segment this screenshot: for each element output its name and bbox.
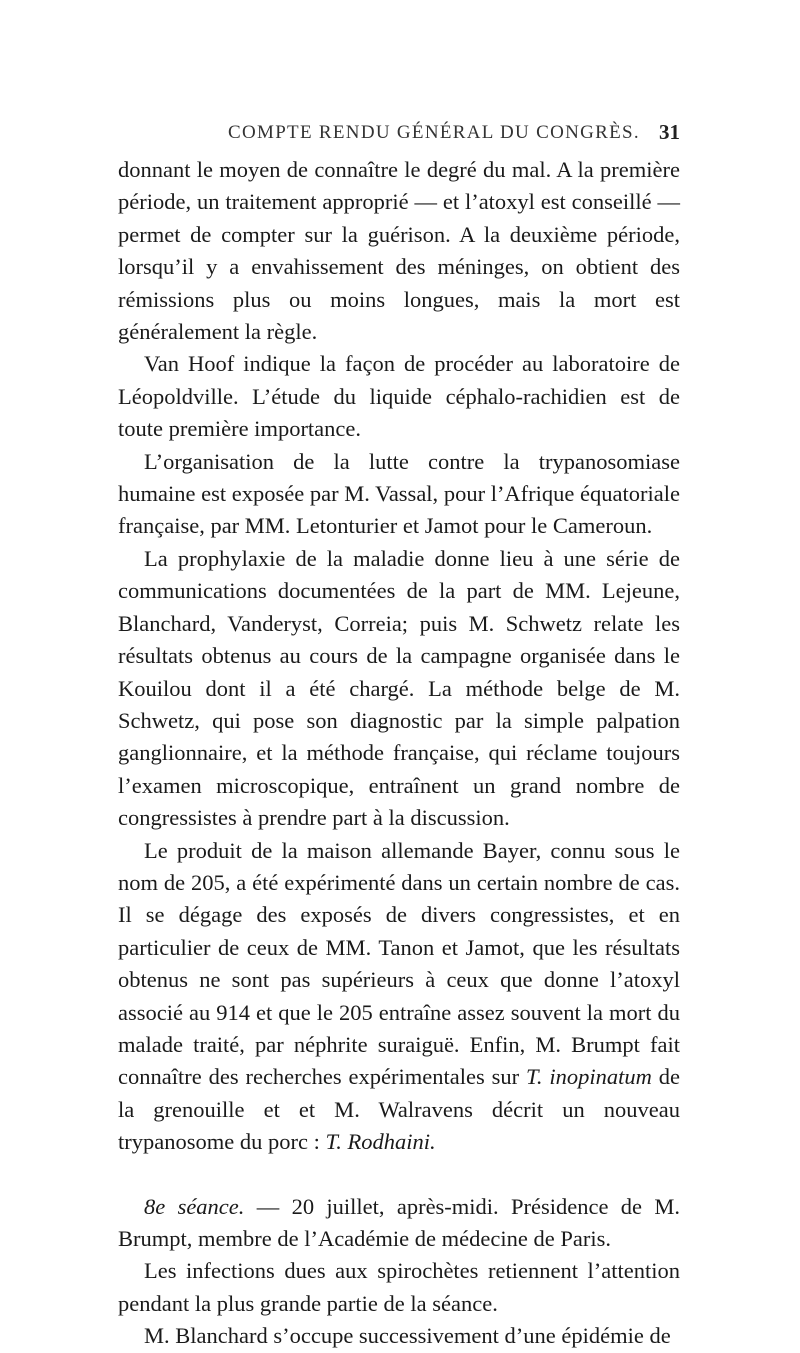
section-gap [118, 1159, 680, 1191]
session-text: — 20 juillet, après-midi. Présidence de M. Brumpt, membre de l’Académie de médecine de Paris. [118, 1193, 680, 1251]
paragraph-2: Van Hoof indique la façon de procéder au laboratoire de Léopoldville. L’étude du liquide céphalo-rachidien est de toute première importance. [118, 351, 680, 442]
paragraph-3: L’organisation de la lutte contre la trypanosomiase humaine est exposée par M. Vassal, pour l’Afrique équatoriale française, par MM. Letonturier et Jamot pour le Cameroun. [118, 448, 680, 539]
paragraph-7: M. Blanchard s’occupe successivement d’une épidémie de [144, 1323, 671, 1349]
running-header [118, 122, 680, 152]
species-name-rodhaini: T. Rodhaini. [325, 1129, 436, 1155]
body-text [118, 154, 680, 1353]
running-title: COMPTE RENDU GÉNÉRAL DU CONGRÈS. [228, 122, 640, 143]
paragraph-5-text-b: de la grenouille et et M. Walravens décrit un nouveau trypanosome du porc : [118, 1064, 680, 1155]
paragraph-6: Les infections dues aux spirochètes retiennent l’attention pendant la plus grande partie de la séance. [118, 1258, 680, 1316]
page-number: 31 [659, 120, 680, 144]
paragraph-5-text-a: Le produit de la maison allemande Bayer, connu sous le nom de 205, a été expérimenté dans un certain nombre de cas. Il se dégage des exposés de divers congressistes, et en particulier de ceux de MM. Tanon et Jamot, que les résultats obtenus ne sont pas supérieurs à ceux que donne l’atoxyl associé au 914 et que le 205 entraîne assez souvent la mort du malade traité, par néphrite suraiguë. Enfin, M. Brumpt fait connaître des recherches expérimentales sur [118, 837, 680, 1090]
session-label: 8e séance. [144, 1193, 245, 1219]
paragraph-4: La prophylaxie de la maladie donne lieu à une série de communications documentées de la part de MM. Lejeune, Blanchard, Vanderyst, Correia; puis M. Schwetz relate les résultats obtenus au cours de la campagne organisée dans le Kouilou dont il a été chargé. La méthode belge de M. Schwetz, qui pose son diagnostic par la simple palpation ganglionnaire, et la méthode française, qui réclame toujours l’examen microscopique, entraînent un grand nombre de congressistes à prendre part à la discussion. [118, 545, 680, 831]
paragraph-1: donnant le moyen de connaître le degré du mal. A la première période, un traitement approprié — et l’atoxyl est conseillé — permet de compter sur la guérison. A la deuxième période, lorsqu’il y a envahissement des méninges, on obtient des rémissions plus ou moins longues, mais la mort est généralement la règle. [118, 157, 680, 345]
session-heading [118, 1191, 680, 1256]
paragraph-5 [118, 835, 680, 1159]
species-name-inopinatum: T. inopinatum [526, 1064, 652, 1090]
